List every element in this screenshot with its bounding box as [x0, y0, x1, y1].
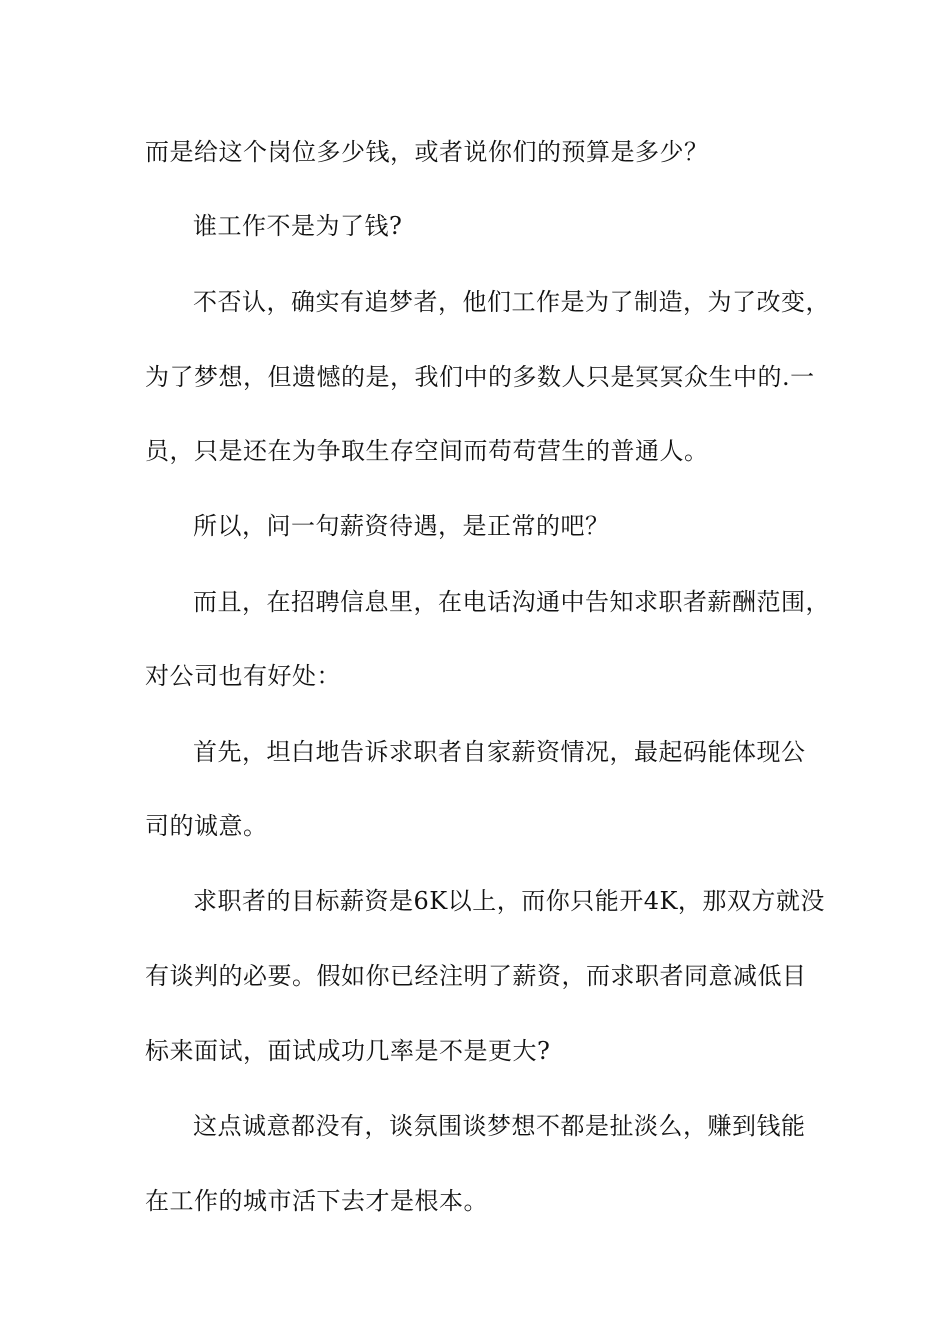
text-line-14: 这点诚意都没有，谈氛围谈梦想不都是扯淡么，赚到钱能	[193, 1112, 806, 1140]
text-line-15: 在工作的城市活下去才是根本。	[145, 1187, 488, 1215]
text-line-9: 首先，坦白地告诉求职者自家薪资情况，最起码能体现公	[193, 738, 806, 766]
text-line-4: 为了梦想，但遗憾的是，我们中的多数人只是冥冥众生中的.一	[145, 363, 815, 391]
text-line-2: 谁工作不是为了钱?	[193, 212, 403, 240]
text-line-5: 员，只是还在为争取生存空间而苟苟营生的普通人。	[145, 437, 709, 465]
text-line-7: 而且，在招聘信息里，在电话沟通中告知求职者薪酬范围，	[193, 588, 830, 616]
text-line-12: 有谈判的必要。假如你已经注明了薪资，而求职者同意减低目	[145, 962, 807, 990]
text-line-1: 而是给这个岗位多少钱，或者说你们的预算是多少？	[145, 138, 709, 166]
text-line-6: 所以，问一句薪资待遇，是正常的吧？	[193, 512, 610, 540]
text-line-11: 求职者的目标薪资是6K以上，而你只能开4K，那双方就没	[193, 887, 825, 915]
text-line-8: 对公司也有好处：	[145, 662, 341, 690]
text-line-3: 不否认，确实有追梦者，他们工作是为了制造，为了改变，	[193, 288, 830, 316]
text-line-13: 标来面试，面试成功几率是不是更大?	[145, 1037, 551, 1065]
text-line-10: 司的诚意。	[145, 812, 268, 840]
